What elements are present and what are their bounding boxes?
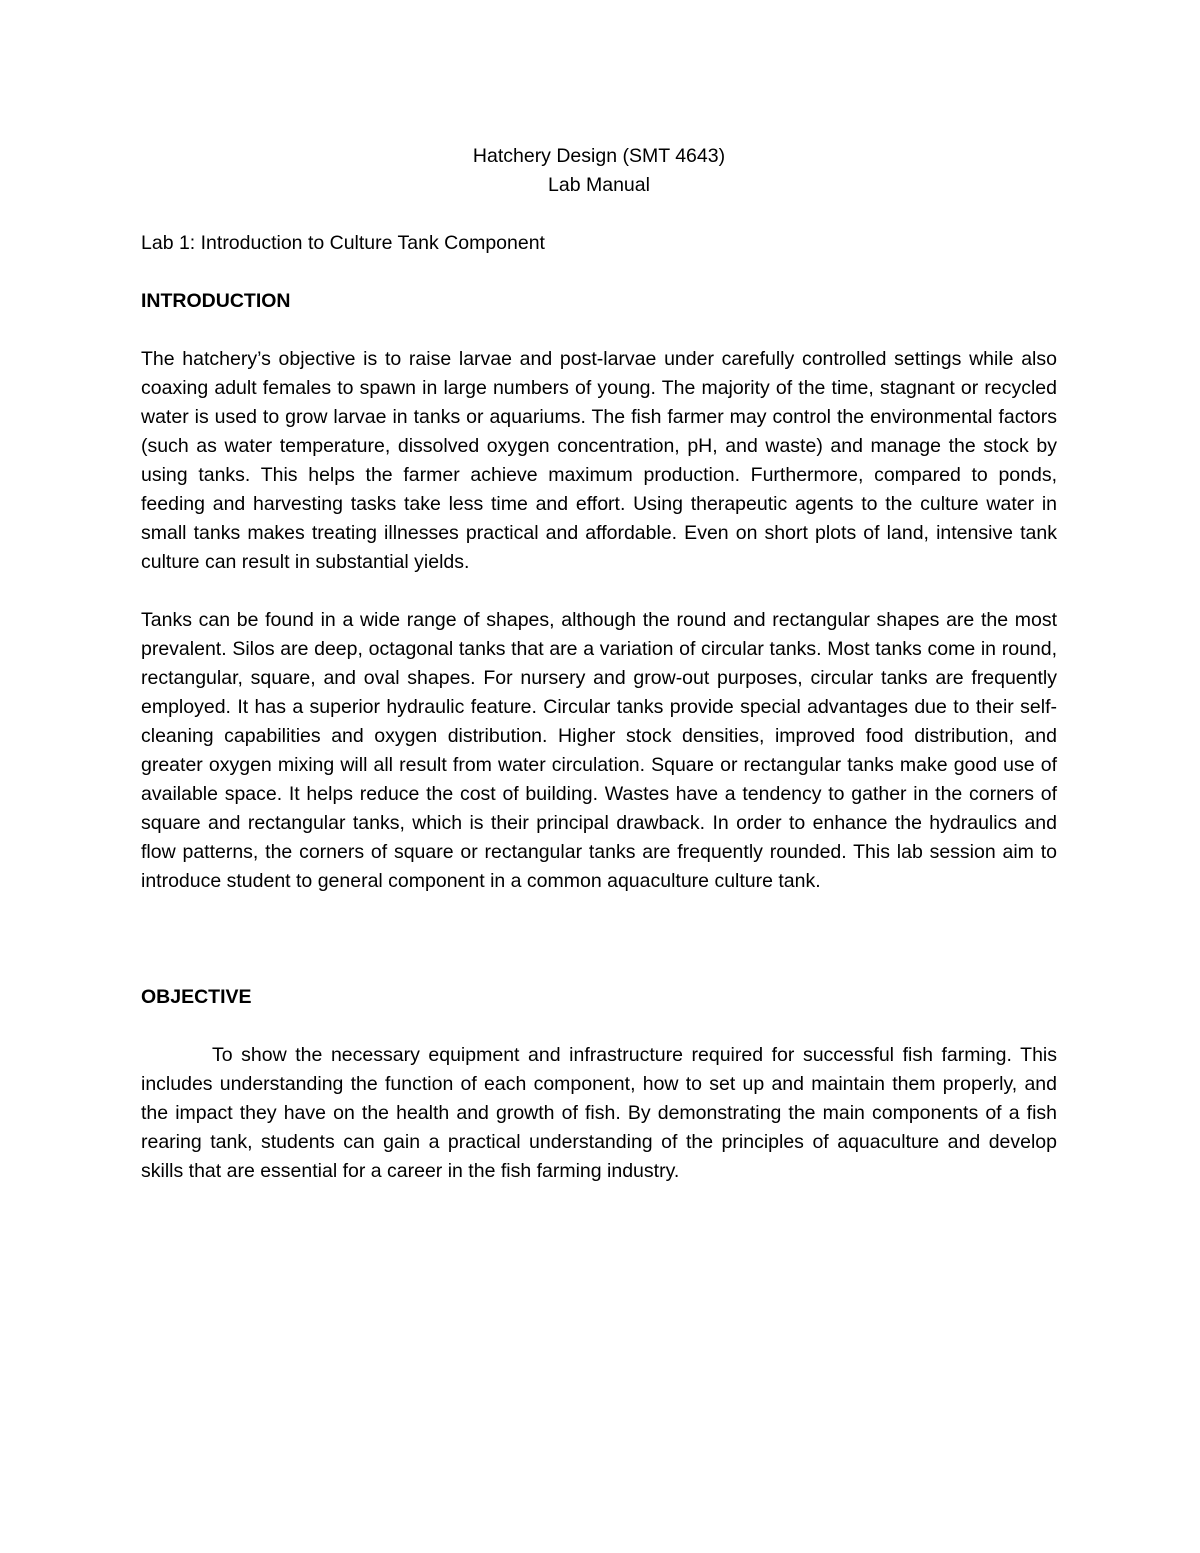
objective-paragraph: To show the necessary equipment and infrastructure required for successful fish farming. This includes understanding the function of each component, how to set up and maintain them properly, and the impact they have on the health and growth of fish. By demonstrating the main components of a fish rearing tank, students can gain a practical understanding of the principles of aquaculture and develop skills that are essential for a career in the fish farming industry. xyxy=(141,1044,1057,1182)
introduction-heading: INTRODUCTION xyxy=(141,290,291,312)
introduction-paragraph-1: The hatchery’s objective is to raise larvae and post-larvae under carefully controlled settings while also coaxing adult females to spawn in large numbers of young. The majority of the time, stagnant or recycled water is used to grow larvae in tanks or aquariums. The fish farmer may control the environmental factors (such as water temperature, dissolved oxygen concentration, pH, and waste) and manage the stock by using tanks. This helps the farmer achieve maximum production. Furthermore, compared to ponds, feeding and harvesting tasks take less time and effort. Using therapeutic agents to the culture water in small tanks makes treating illnesses practical and affordable. Even on short plots of land, intensive tank culture can result in substantial yields. xyxy=(141,348,1057,573)
document-body xyxy=(141,142,1057,1186)
lab-title: Lab 1: Introduction to Culture Tank Component xyxy=(141,232,545,254)
course-title: Hatchery Design (SMT 4643) xyxy=(472,145,726,167)
document-type: Lab Manual xyxy=(548,174,650,196)
objective-heading: OBJECTIVE xyxy=(141,986,252,1008)
introduction-paragraph-2: Tanks can be found in a wide range of shapes, although the round and rectangular shapes are the most prevalent. Silos are deep, octagonal tanks that are a variation of circular tanks. Most tanks come in round, rectangular, square, and oval shapes. For nursery and grow-out purposes, circular tanks are frequently employed. It has a superior hydraulic feature. Circular tanks provide special advantages due to their self-cleaning capabilities and oxygen distribution. Higher stock densities, improved food distribution, and greater oxygen mixing will all result from water circulation. Square or rectangular tanks make good use of available space. It helps reduce the cost of building. Wastes have a tendency to gather in the corners of square and rectangular tanks, which is their principal drawback. In order to enhance the hydraulics and flow patterns, the corners of square or rectangular tanks are frequently rounded. This lab session aim to introduce student to general component in a common aquaculture culture tank. xyxy=(141,609,1057,892)
